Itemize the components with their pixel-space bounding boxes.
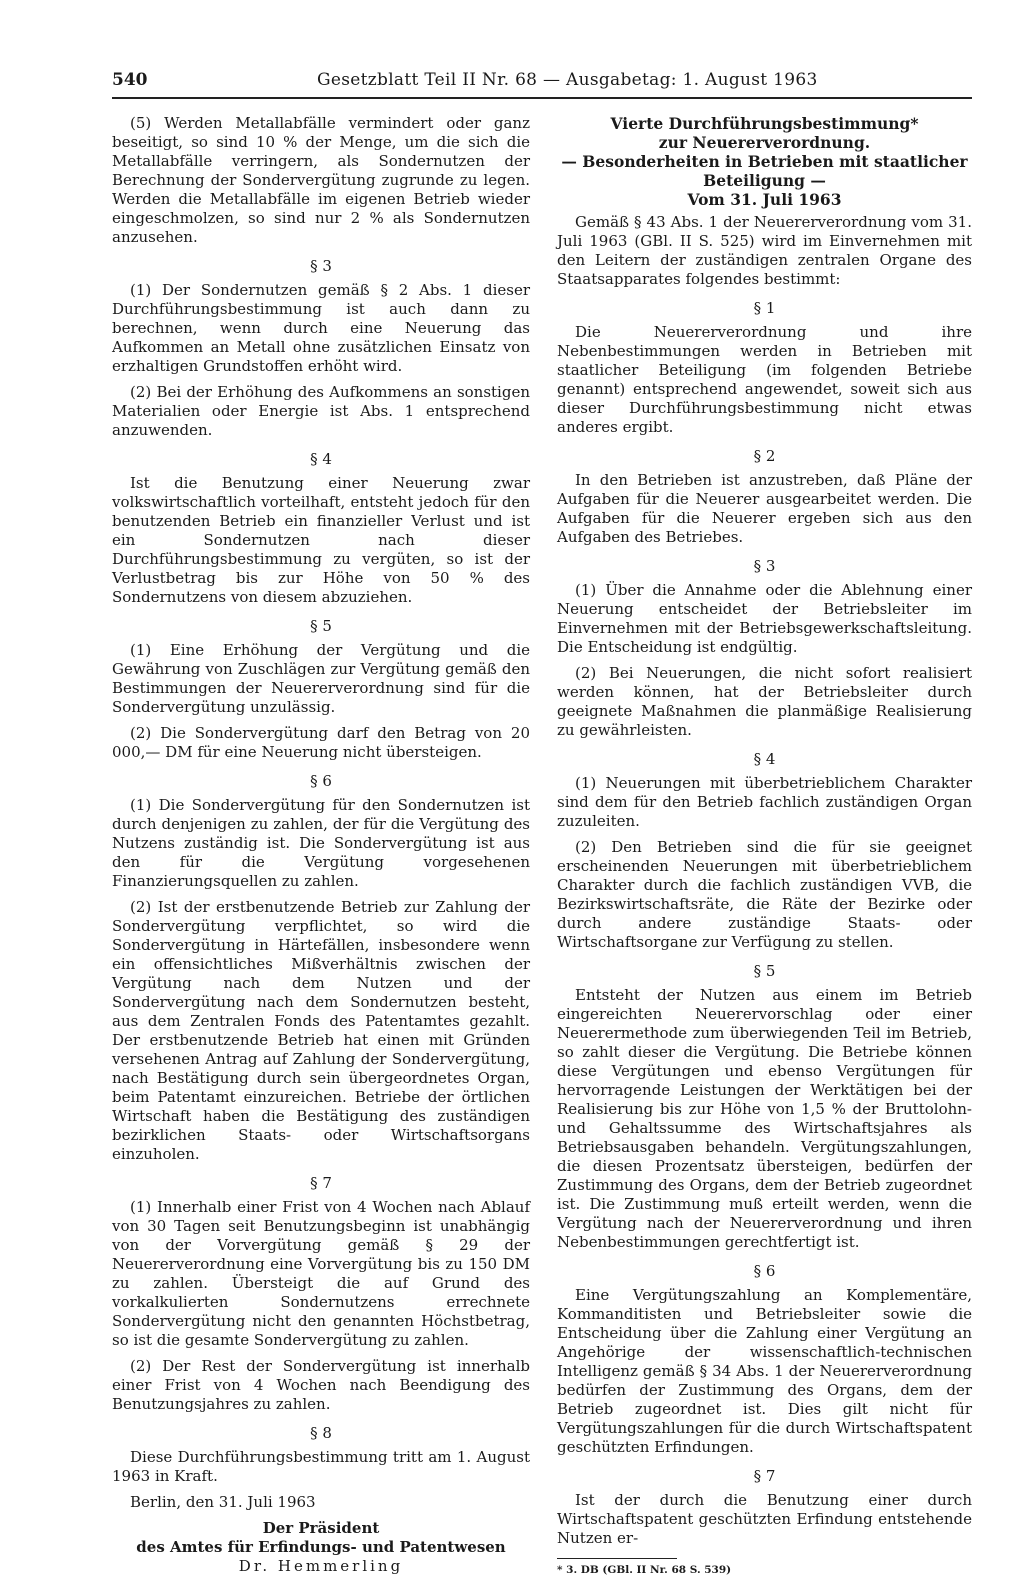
section-heading: § 7 — [753, 1467, 776, 1485]
title-line: zur Neuererverordnung. — [658, 133, 871, 152]
paragraph: Ist die Benutzung einer Neuerung zwar volkswirtschaftlich vorteilhaft, entsteht jedoch für den benutzenden Betrieb ein finanzieller Verlust und ist ein Sondernutzen nach dieser Durchführungsbestimmung zu vergüten, so ist der Verlustbetrag bis zur Höhe von 50 % des Sondernutzens von diesem abzuziehen. — [112, 474, 530, 606]
paragraph: (1) Der Sondernutzen gemäß § 2 Abs. 1 dieser Durchführungsbestimmung ist auch dann zu berechnen, wenn durch eine Neuerung das Aufkommen an Metall ohne zusätzlichen Einsatz von erzhaltigen Grundstoffen erhöht wird. — [112, 281, 530, 375]
paragraph: (2) Den Betrieben sind die für sie geeignet erscheinenden Neuerungen mit überbetrieblichem Charakter durch die fachlich zuständigen VVB, die Bezirkswirtschaftsräte, die Räte der Bezirke oder durch andere zuständige Staats- oder Wirtschaftsorgane zur Verfügung zu stellen. — [557, 838, 972, 951]
section-heading: § 4 — [310, 450, 332, 468]
paragraph: (1) Die Sondervergütung für den Sondernutzen ist durch denjenigen zu zahlen, der für die Vergütung des Nutzens zuständig ist. Die Sondervergütung ist aus den für die Vergütung vorgesehenen Finanzierungsquellen zu zahlen. — [112, 796, 530, 890]
header-title: Gesetzblatt Teil II Nr. 68 — Ausgabetag: 1. August 1963 — [317, 70, 818, 90]
section-heading: § 6 — [753, 1262, 776, 1280]
section-heading: § 2 — [753, 447, 776, 465]
signatory-office: des Amtes für Erfindungs- und Patentwesen — [136, 1538, 506, 1556]
regulation-title — [557, 114, 972, 209]
paragraph: (2) Der Rest der Sondervergütung ist innerhalb einer Frist von 4 Wochen nach Beendigung des Benutzungsjahres zu zahlen. — [112, 1357, 530, 1413]
paragraph: In den Betrieben ist anzustreben, daß Pläne der Aufgaben für die Neuerer ausgearbeitet werden. Die Aufgaben für die Neuerer ergeben sich aus den Aufgaben des Betriebes. — [557, 471, 972, 546]
section-heading: § 1 — [753, 299, 776, 317]
section-heading: § 4 — [753, 750, 776, 768]
paragraph: (1) Über die Annahme oder die Ablehnung einer Neuerung entscheidet der Betriebsleiter im Einvernehmen mit der Betriebsgewerkschaftsleitung. Die Entscheidung ist endgültig. — [557, 581, 972, 656]
section-heading: § 5 — [310, 617, 332, 635]
footnote: * 3. DB (GBl. II Nr. 68 S. 539) — [557, 1564, 732, 1576]
section-heading: § 8 — [310, 1424, 332, 1442]
paragraph: Eine Vergütungszahlung an Komplementäre, Kommanditisten und Betriebsleiter sowie die Entscheidung über die Zahlung einer Vergütung an Angehörige der wissenschaftlich-technischen Intelligenz gemäß § 34 Abs. 1 der Neuererverordnung bedürfen der Zustimmung des Organs, dem der Betrieb zugeordnet ist. Dies gilt nicht für Vergütungszahlungen für die durch Wirtschaftspatent geschützten Erfindungen. — [557, 1286, 972, 1456]
page-number: 540 — [112, 70, 148, 90]
signatory-title: Der Präsident — [262, 1519, 380, 1537]
footnote-divider — [557, 1558, 677, 1559]
section-heading: § 3 — [753, 557, 776, 575]
section-heading: § 5 — [753, 962, 776, 980]
left-column — [112, 114, 530, 1576]
section-heading: § 3 — [310, 257, 332, 275]
header-divider — [112, 97, 972, 99]
section-heading: § 6 — [310, 772, 332, 790]
paragraph: Gemäß § 43 Abs. 1 der Neuererverordnung vom 31. Juli 1963 (GBl. II S. 525) wird im Einvernehmen mit den Leitern der zuständigen zentralen Organe des Staatsapparates folgendes bestimmt: — [557, 213, 972, 288]
paragraph: (2) Ist der erstbenutzende Betrieb zur Zahlung der Sondervergütung verpflichtet, so wird die Sondervergütung in Härtefällen, insbesondere wenn ein offensichtliches Mißverhältnis zwischen der Vergütung nach dem Nutzen und der Sondervergütung nach dem Sondernutzen besteht, aus dem Zentralen Fonds des Patentamtes gezahlt. Der erstbenutzende Betrieb hat einen mit Gründen versehenen Antrag auf Zahlung der Sondervergütung, nach Bestätigung durch sein übergeordnetes Organ, beim Patentamt einzureichen. Betriebe der örtlichen Wirtschaft haben die Bestätigung des zuständigen bezirklichen Staats- oder Wirtschaftsorgans einzuholen. — [112, 898, 530, 1163]
page-header — [112, 70, 972, 96]
paragraph: Ist der durch die Benutzung einer durch Wirtschaftspatent geschützten Erfindung entstehende Nutzen er- — [557, 1491, 972, 1547]
title-line: Vierte Durchführungsbestimmung* — [610, 114, 919, 133]
signatory-name: Dr. Hemmerling — [238, 1557, 404, 1575]
right-column — [557, 114, 972, 1577]
paragraph: Diese Durchführungsbestimmung tritt am 1. August 1963 in Kraft. — [112, 1448, 530, 1485]
paragraph: (5) Werden Metallabfälle vermindert oder ganz beseitigt, so sind 10 % der Menge, um die sich die Metallabfälle verringern, als Sondernutzen der Berechnung der Sondervergütung zugrunde zu legen. Werden die Metallabfälle im eigenen Betrieb wieder eingeschmolzen, so sind nur 2 % als Sondernutzen anzusehen. — [112, 114, 530, 246]
paragraph: (2) Die Sondervergütung darf den Betrag von 20 000,— DM für eine Neuerung nicht übersteigen. — [112, 724, 530, 761]
paragraph: Die Neuererverordnung und ihre Nebenbestimmungen werden in Betrieben mit staatlicher Beteiligung (im folgenden Betriebe genannt) entsprechend angewendet, soweit sich aus dieser Durchführungsbestimmung nicht etwas anderes ergibt. — [557, 323, 972, 436]
place-date: Berlin, den 31. Juli 1963 — [130, 1493, 316, 1511]
paragraph: Entsteht der Nutzen aus einem im Betrieb eingereichten Neuerervorschlag oder einer Neuerermethode zum überwiegenden Teil im Betrieb, so zahlt dieser die Vergütung. Die Betriebe können diese Vergütungen und ebenso Vergütungen für hervorragende Leistungen der Werktätigen bei der Realisierung bis zur Höhe von 1,5 % der Bruttolohn- und Gehaltssumme des Wirtschaftsjahres als Betriebsausgaben behandeln. Vergütungszahlungen, die diesen Prozentsatz übersteigen, bedürfen der Zustimmung des Organs, dem der Betrieb zugeordnet ist. Die Zustimmung muß erteilt werden, wenn die Vergütung nach der Neuererverordnung und ihren Nebenbestimmungen gerechtfertigt ist. — [557, 986, 972, 1251]
paragraph: (1) Innerhalb einer Frist von 4 Wochen nach Ablauf von 30 Tagen seit Benutzungsbeginn ist unabhängig von der Vorvergütung gemäß § 29 der Neuererverordnung eine Vorvergütung bis zu 150 DM zu zahlen. Übersteigt die auf Grund des vorkalkulierten Sondernutzens errechnete Sondervergütung nicht den genannten Höchstbetrag, so ist die gesamte Sondervergütung zu zahlen. — [112, 1198, 530, 1349]
paragraph: (2) Bei der Erhöhung des Aufkommens an sonstigen Materialien oder Energie ist Abs. 1 entsprechend anzuwenden. — [112, 383, 530, 439]
paragraph: (1) Eine Erhöhung der Vergütung und die Gewährung von Zuschlägen zur Vergütung gemäß den Bestimmungen der Neuererverordnung sind für die Sondervergütung unzulässig. — [112, 641, 530, 716]
section-heading: § 7 — [310, 1174, 332, 1192]
paragraph: (2) Bei Neuerungen, die nicht sofort realisiert werden können, hat der Betriebsleiter durch geeignete Maßnahmen die planmäßige Realisierung zu gewährleisten. — [557, 664, 972, 739]
title-subtitle: — Besonderheiten in Betrieben mit staatlicher Beteiligung — — [561, 152, 968, 190]
paragraph: (1) Neuerungen mit überbetrieblichem Charakter sind dem für den Betrieb fachlich zuständigen Organ zuzuleiten. — [557, 774, 972, 830]
regulation-date: Vom 31. Juli 1963 — [687, 190, 842, 209]
